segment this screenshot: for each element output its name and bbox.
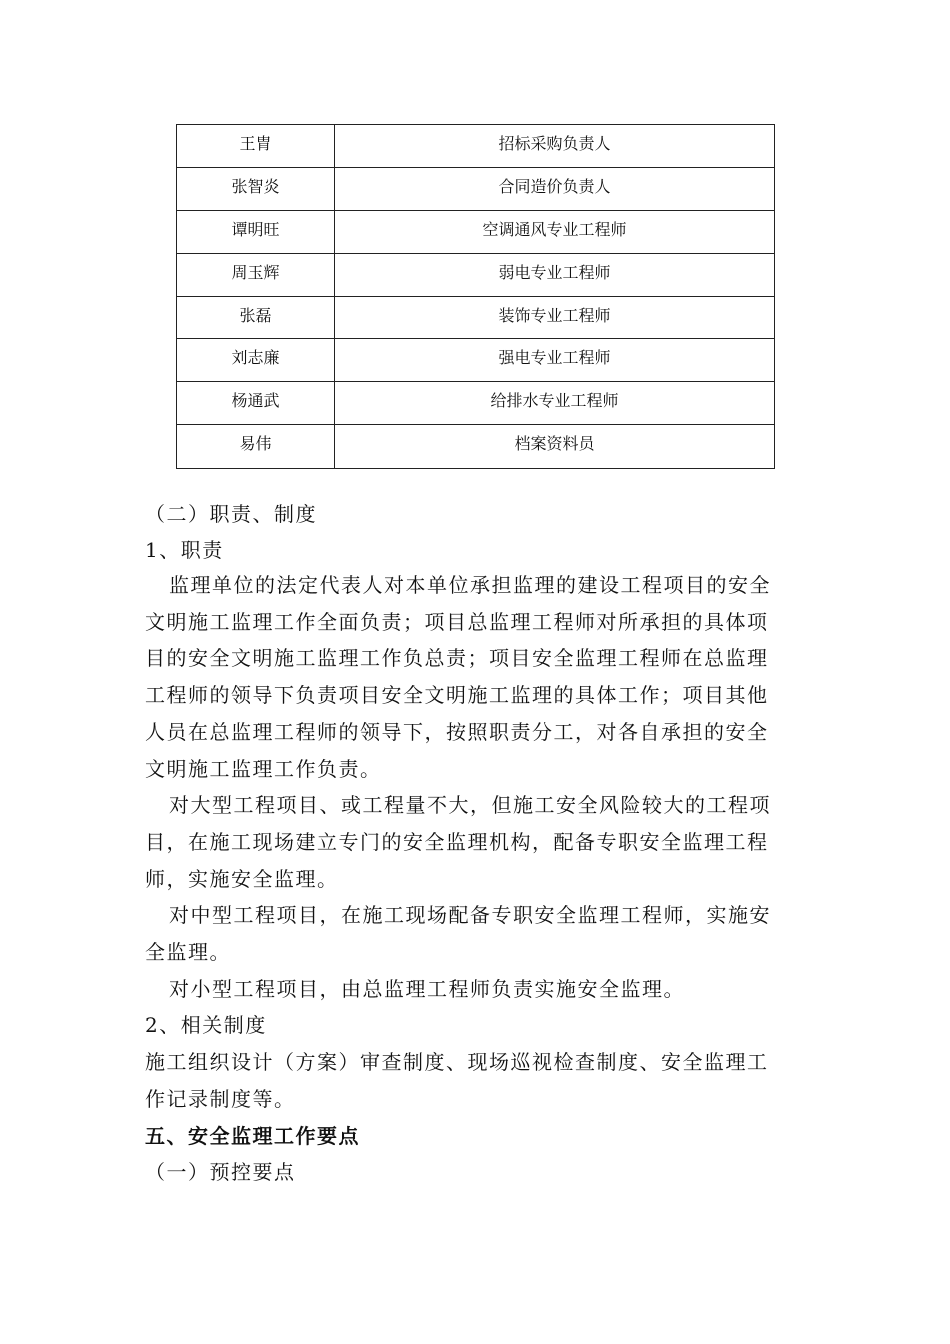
table-row [177,382,775,425]
text-line: 师，实施安全监理。 [145,866,339,891]
paragraph-duties [145,567,807,1191]
staff-name: 周玉辉 [177,254,335,297]
text-line: 文明施工监理工作全面负责；项目总监理工程师对所承担的具体项 [145,609,769,634]
text-line: 作记录制度等。 [145,1086,296,1111]
staff-name: 张磊 [177,297,335,339]
staff-table [176,124,775,469]
staff-role: 弱电专业工程师 [335,254,775,297]
staff-name: 刘志廉 [177,339,335,382]
staff-role: 合同造价负责人 [335,168,775,211]
staff-role: 给排水专业工程师 [335,382,775,425]
text-line: 对中型工程项目，在施工现场配备专职安全监理工程师，实施安 [169,903,771,928]
section-heading-key-points: 五、安全监理工作要点 [145,1123,360,1148]
staff-role: 招标采购负责人 [335,125,775,168]
table-row [177,125,775,168]
staff-role: 装饰专业工程师 [335,297,775,339]
table-row [177,211,775,254]
staff-name: 谭明旺 [177,211,335,254]
text-line: 对大型工程项目、或工程量不大，但施工安全风险较大的工程项 [169,793,771,818]
table-row [177,168,775,211]
text-line: 施工组织设计（方案）审查制度、现场巡视检查制度、安全监理工 [145,1050,769,1075]
text-line: 人员在总监理工程师的领导下，按照职责分工，对各自承担的安全 [145,719,769,744]
staff-role: 空调通风专业工程师 [335,211,775,254]
text-line: 对小型工程项目，由总监理工程师负责实施安全监理。 [169,976,685,1001]
staff-name: 易伟 [177,425,335,469]
table-row [177,425,775,469]
staff-name: 张智炎 [177,168,335,211]
section-heading-duties: （二）职责、制度 [145,502,317,526]
staff-role: 档案资料员 [335,425,775,469]
table-row [177,297,775,339]
text-line: 全监理。 [145,940,231,965]
text-line: 文明施工监理工作负责。 [145,756,382,781]
text-line: 监理单位的法定代表人对本单位承担监理的建设工程项目的安全 [169,573,771,597]
staff-name: 王胄 [177,125,335,168]
text-line: 工程师的领导下负责项目安全文明施工监理的具体工作；项目其他 [145,683,769,708]
subheading-regulations: 2、相关制度 [145,1013,267,1038]
table-row [177,339,775,382]
text-line: 目的安全文明施工监理工作负总责；项目安全监理工程师在总监理 [145,646,769,671]
text-line: 目，在施工现场建立专门的安全监理机构，配备专职安全监理工程 [145,829,769,854]
staff-role: 强电专业工程师 [335,339,775,382]
staff-name: 杨通武 [177,382,335,425]
subheading-precontrol: （一）预控要点 [145,1160,296,1185]
table-row [177,254,775,297]
subheading-duties: 1、职责 [145,538,224,562]
